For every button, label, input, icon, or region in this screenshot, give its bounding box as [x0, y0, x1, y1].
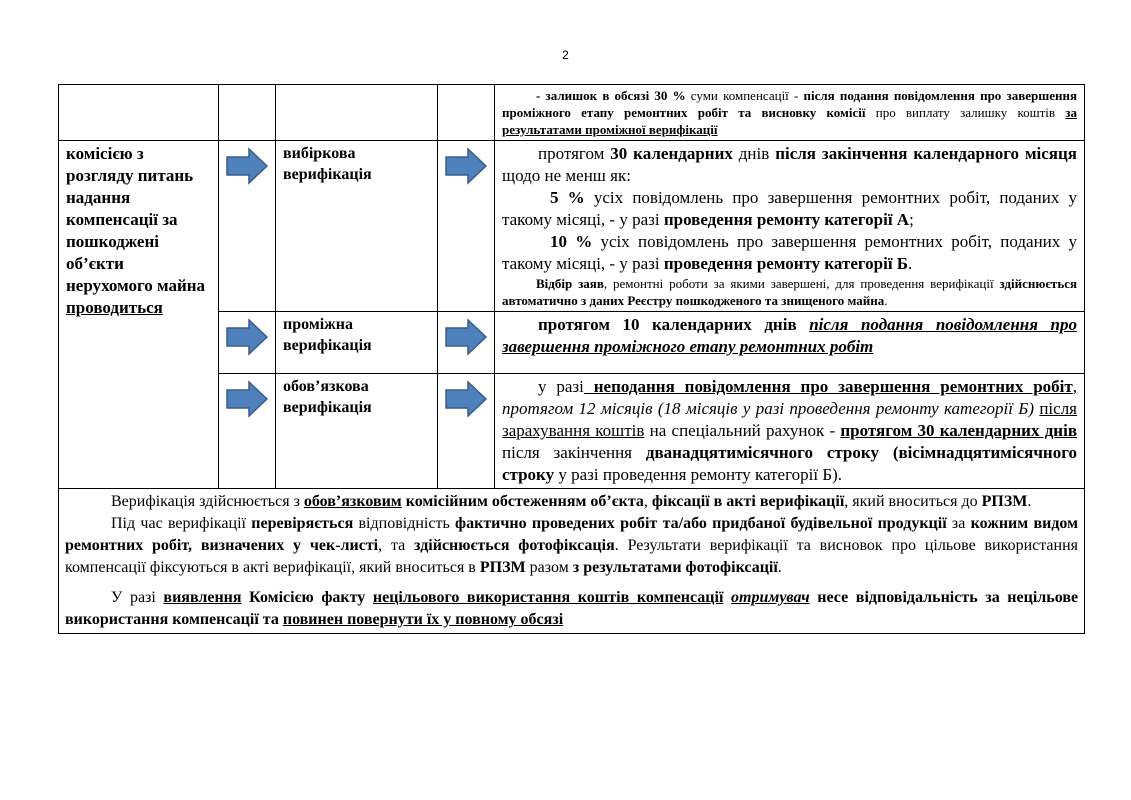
text-fragment: .	[908, 254, 913, 273]
text-fragment: . Результати верифікації та висновок про цільове використання компенсації фіксуються в акті верифікації, який вноситься в	[65, 537, 1079, 576]
table-row	[59, 489, 1085, 634]
text-fragment: кожним видом ремонтних робіт, визначених у чек-листі	[65, 515, 1078, 554]
arrow-cell	[219, 141, 276, 312]
text-fragment: протягом	[538, 144, 611, 163]
text-fragment: нецільового використання коштів компенсації	[372, 589, 724, 606]
text-fragment: після закінчення календарного місяця	[775, 144, 1077, 163]
text-fragment: проведення ремонту категорії Б	[663, 254, 909, 273]
arrow-cell	[438, 141, 495, 312]
text-fragment: .	[1027, 493, 1032, 510]
arrow-cell	[438, 312, 495, 374]
text-fragment: здійснюється автоматично з даних Реєстру пошкодженого та знищеного майна	[502, 276, 1077, 308]
mandatory-verification-cell	[495, 374, 1085, 489]
right-arrow-icon	[225, 147, 269, 185]
text-fragment: протягом 10 календарних днів	[538, 315, 797, 334]
right-arrow-icon	[225, 318, 269, 356]
text-fragment: разом	[525, 559, 573, 576]
text-fragment: проведення ремонту категорії А	[663, 210, 910, 229]
text-fragment: протягом 30 календарних днів	[840, 421, 1077, 440]
commission-cell	[59, 141, 219, 489]
text-fragment: за результатами проміжної верифікації	[502, 105, 1077, 137]
text-fragment: про виплату залишку коштів	[865, 105, 1066, 120]
text-fragment: після подання повідомлення про завершення проміжного етапу ремонтних робіт та висновку комісії	[502, 88, 1078, 120]
arrow-cell	[219, 312, 276, 374]
empty-cell	[219, 85, 276, 141]
text-fragment: Відбір заяв	[536, 276, 604, 291]
text-fragment: виявлення	[163, 589, 242, 606]
text-fragment: після зарахування коштів	[502, 399, 1077, 440]
text-fragment: фактично проведених робіт та/або придбаної будівельної продукції	[455, 515, 947, 532]
right-arrow-icon	[444, 318, 488, 356]
text-fragment	[365, 589, 373, 606]
arrow-cell	[438, 374, 495, 489]
text-fragment: РПЗМ	[981, 493, 1028, 510]
text-fragment: несе відповідальність за нецільове використання компенсації та	[65, 589, 1079, 628]
text-fragment: після закінчення	[502, 443, 646, 462]
empty-cell	[59, 85, 219, 141]
balance-payment-cell	[495, 85, 1085, 141]
arrow-cell	[219, 374, 276, 489]
text-fragment	[797, 315, 810, 334]
text-fragment: з результатами фотофіксації	[572, 559, 778, 576]
text-fragment: .	[777, 559, 782, 576]
text-fragment: протягом 12 місяців (18 місяців у разі проведення ремонту категорії Б)	[502, 399, 1034, 418]
intermediate-verification-cell	[495, 312, 1085, 374]
text-fragment: днів	[732, 144, 776, 163]
verification-type-label: проміжна верифікація	[276, 312, 438, 374]
text-fragment: у разі проведення ремонту категорії Б).	[554, 465, 843, 484]
text-fragment: , ремонтні роботи за якими завершені, для проведення верифікації	[603, 276, 1000, 291]
text-fragment: .	[884, 293, 888, 308]
commission-text: комісією з розгляду питань надання компенсації за пошкоджені об’єкти нерухомого майна	[66, 144, 206, 295]
right-arrow-icon	[444, 147, 488, 185]
text-fragment: усіх повідомлень про завершення ремонтних робіт, поданих у такому місяці, - у разі	[502, 188, 1078, 229]
text-fragment: ,	[643, 493, 652, 510]
text-fragment: у разі	[538, 377, 584, 396]
text-fragment: отримувач	[731, 589, 810, 606]
empty-cell	[276, 85, 438, 141]
table-row	[59, 85, 1085, 141]
text-fragment: суми компенсації -	[685, 88, 804, 103]
text-fragment: відповідність	[353, 515, 456, 532]
text-fragment: щодо не менш як:	[502, 166, 631, 185]
text-fragment	[723, 589, 731, 606]
verification-table	[58, 84, 1085, 634]
text-fragment: дванадцятимісячного строку (вісімнадцятимісячного строку	[502, 443, 1077, 484]
text-fragment: усіх повідомлень про завершення ремонтних робіт, поданих у такому місяці, - у разі	[502, 232, 1078, 273]
text-fragment: 30 календарних	[610, 144, 733, 163]
text-fragment: 5 %	[550, 188, 585, 207]
text-fragment: РПЗМ	[479, 559, 526, 576]
text-fragment: ;	[909, 210, 914, 229]
text-fragment: Верифікація здійснюється з	[111, 493, 304, 510]
verification-type-label: обов’язкова верифікація	[276, 374, 438, 489]
text-fragment: повинен повернути їх у повному обсязі	[282, 611, 564, 628]
text-fragment: після подання повідомлення про завершення проміжного етапу ремонтних робіт	[502, 315, 1077, 356]
text-fragment: обов’язковим	[303, 493, 402, 510]
text-fragment: Під час верифікації	[111, 515, 252, 532]
text-fragment: неподання повідомлення про завершення ремонтних робіт	[583, 377, 1073, 396]
verification-type-label: вибіркова верифікація	[276, 141, 438, 312]
right-arrow-icon	[225, 380, 269, 418]
page-number: 2	[562, 48, 569, 62]
text-fragment: ,	[1072, 377, 1078, 396]
text-fragment: - залишок в обсязі 30 %	[536, 88, 686, 103]
text-fragment: , та	[378, 537, 415, 554]
verification-summary-cell	[59, 489, 1085, 634]
text-fragment: 10 %	[550, 232, 593, 251]
text-fragment: перевіряється	[251, 515, 354, 532]
empty-cell	[438, 85, 495, 141]
text-fragment: здійснюється фотофіксація	[414, 537, 615, 554]
table-row	[59, 141, 1085, 312]
text-fragment: фіксації в акті верифікації	[651, 493, 845, 510]
conducted-text: проводиться	[66, 298, 163, 317]
text-fragment: на спеціальний рахунок -	[644, 421, 841, 440]
text-fragment: комісійним обстеженням об’єкта	[405, 493, 644, 510]
text-fragment: за	[946, 515, 971, 532]
selective-verification-cell	[495, 141, 1085, 312]
text-fragment: У разі	[111, 589, 164, 606]
text-fragment: Комісією факту	[249, 589, 366, 606]
text-fragment: , який вноситься до	[844, 493, 982, 510]
right-arrow-icon	[444, 380, 488, 418]
